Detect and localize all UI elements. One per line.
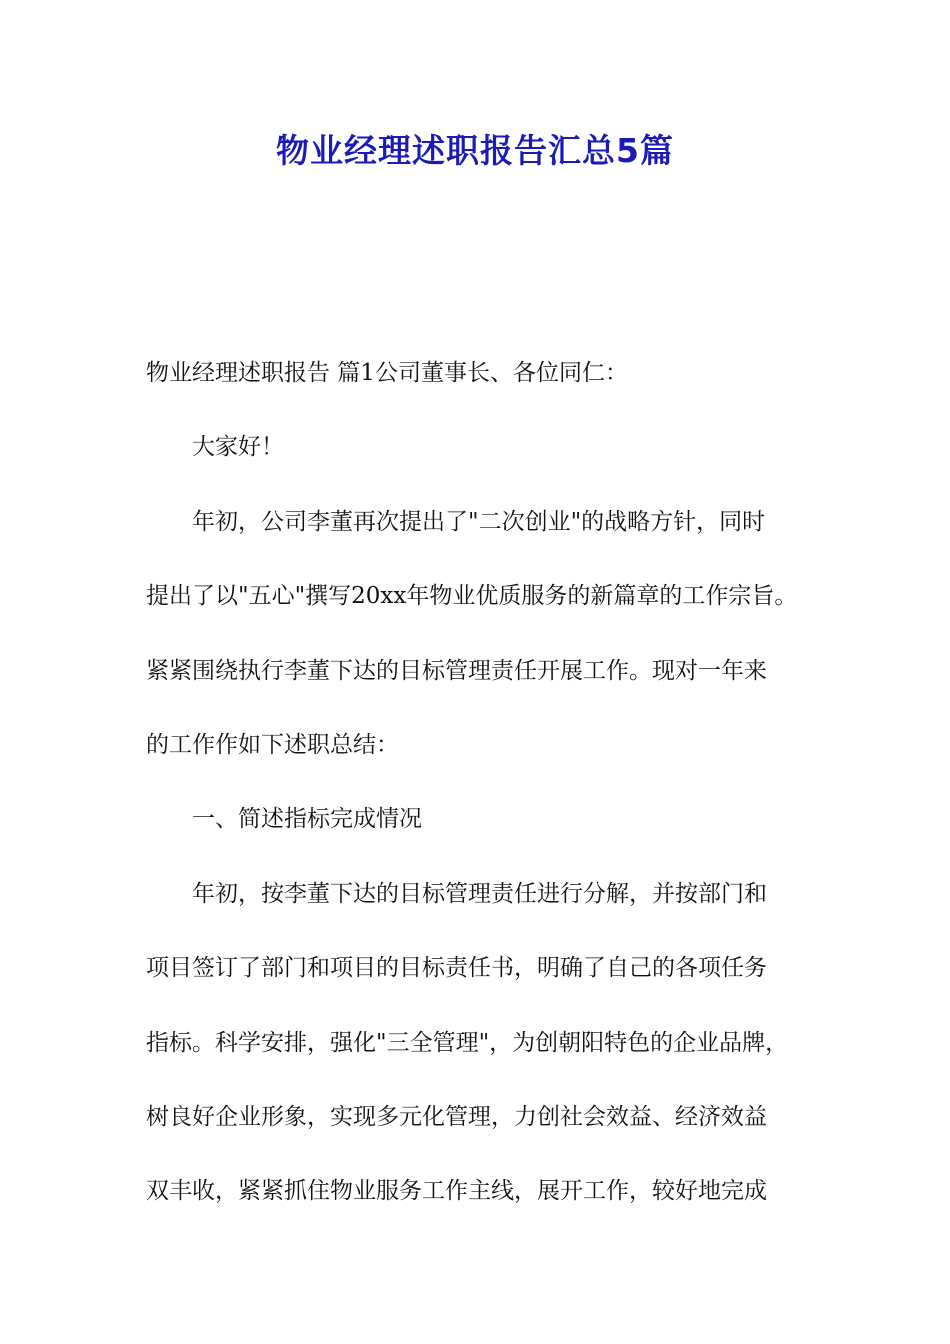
body-line: 树良好企业形象，实现多元化管理，力创社会效益、经济效益 [146,1104,767,1131]
body-line: 物业经理述职报告 篇1公司董事长、各位同仁： [146,360,628,386]
body-line: 紧紧围绕执行李董下达的目标管理责任开展工作。现对一年来 [146,657,767,684]
body-line: 提出了以"五心"撰写20xx年物业优质服务的新篇章的工作宗旨。 [146,583,798,610]
body-line: 大家好！ [192,434,284,461]
body-line: 的工作作如下述职总结： [146,732,399,759]
document-body [146,336,822,1229]
body-line: 指标。科学安排，强化"三全管理"，为创朝阳特色的企业品牌， [146,1029,789,1056]
body-line: 年初，公司李董再次提出了"二次创业"的战略方针，同时 [192,508,766,535]
body-line: 项目签订了部门和项目的目标责任书，明确了自己的各项任务 [146,955,767,982]
body-line: 年初，按李董下达的目标管理责任进行分解，并按部门和 [192,880,767,907]
document-title: 物业经理述职报告汇总5篇 [276,131,674,170]
body-line: 双丰收，紧紧抓住物业服务工作主线，展开工作，较好地完成 [146,1178,767,1205]
body-line: 一、简述指标完成情况 [192,806,422,833]
